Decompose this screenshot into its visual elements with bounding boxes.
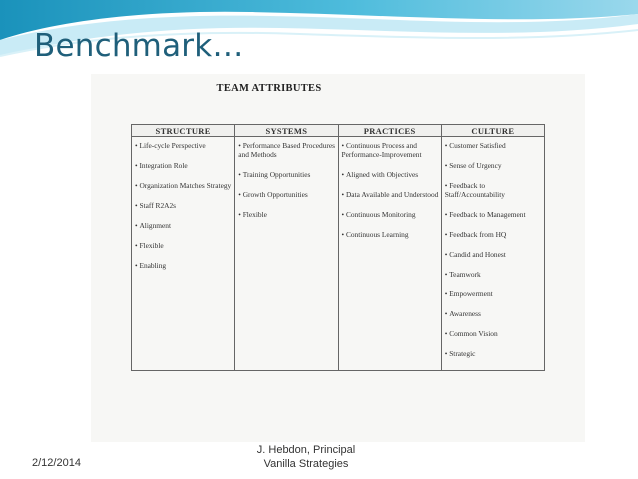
list-item: • Training Opportunities xyxy=(238,171,335,180)
systems-list xyxy=(238,142,335,219)
column-header-practices: PRACTICES xyxy=(338,125,441,137)
structure-list xyxy=(135,142,232,271)
team-attributes-table xyxy=(131,124,545,371)
list-item: • Growth Opportunities xyxy=(238,191,335,200)
footer-author-name: J. Hebdon, Principal xyxy=(256,444,356,456)
list-item: • Alignment xyxy=(135,222,232,231)
list-item: • Feedback to Staff/Accountability xyxy=(445,182,542,199)
list-item: • Continuous Process and Performance-Improvement xyxy=(342,142,439,159)
list-item: • Enabling xyxy=(135,262,232,271)
list-item: • Aligned with Objectives xyxy=(342,171,439,180)
list-item: • Continuous Learning xyxy=(342,231,439,240)
list-item: • Organization Matches Strategy xyxy=(135,182,232,191)
table-header-row xyxy=(132,125,545,137)
list-item: • Performance Based Procedures and Methods xyxy=(238,142,335,159)
practices-cell xyxy=(338,137,441,371)
slide-title: Benchmark… xyxy=(34,28,244,64)
footer-author-company: Vanilla Strategies xyxy=(263,458,349,470)
list-item: • Awareness xyxy=(445,310,542,319)
list-item: • Continuous Monitoring xyxy=(342,211,439,220)
list-item: • Common Vision xyxy=(445,330,542,339)
table-row xyxy=(132,137,545,371)
list-item: • Strategic xyxy=(445,350,542,359)
column-header-structure: STRUCTURE xyxy=(132,125,235,137)
list-item: • Teamwork xyxy=(445,271,542,280)
footer-author xyxy=(243,443,369,471)
practices-list xyxy=(342,142,439,239)
structure-cell xyxy=(132,137,235,371)
list-item: • Flexible xyxy=(135,242,232,251)
list-item: • Life-cycle Perspective xyxy=(135,142,232,151)
list-item: • Feedback to Management xyxy=(445,211,542,220)
list-item: • Customer Satisfied xyxy=(445,142,542,151)
list-item: • Empowerment xyxy=(445,290,542,299)
team-attributes-document xyxy=(91,74,585,442)
column-header-systems: SYSTEMS xyxy=(235,125,338,137)
list-item: • Candid and Honest xyxy=(445,251,542,260)
list-item: • Integration Role xyxy=(135,162,232,171)
list-item: • Sense of Urgency xyxy=(445,162,542,171)
document-title: TEAM ATTRIBUTES xyxy=(216,83,322,94)
footer-date: 2/12/2014 xyxy=(32,457,81,469)
systems-cell xyxy=(235,137,338,371)
culture-list xyxy=(445,142,542,359)
list-item: • Data Available and Understood xyxy=(342,191,439,200)
list-item: • Staff R2A2s xyxy=(135,202,232,211)
column-header-culture: CULTURE xyxy=(441,125,544,137)
list-item: • Flexible xyxy=(238,211,335,220)
culture-cell xyxy=(441,137,544,371)
list-item: • Feedback from HQ xyxy=(445,231,542,240)
